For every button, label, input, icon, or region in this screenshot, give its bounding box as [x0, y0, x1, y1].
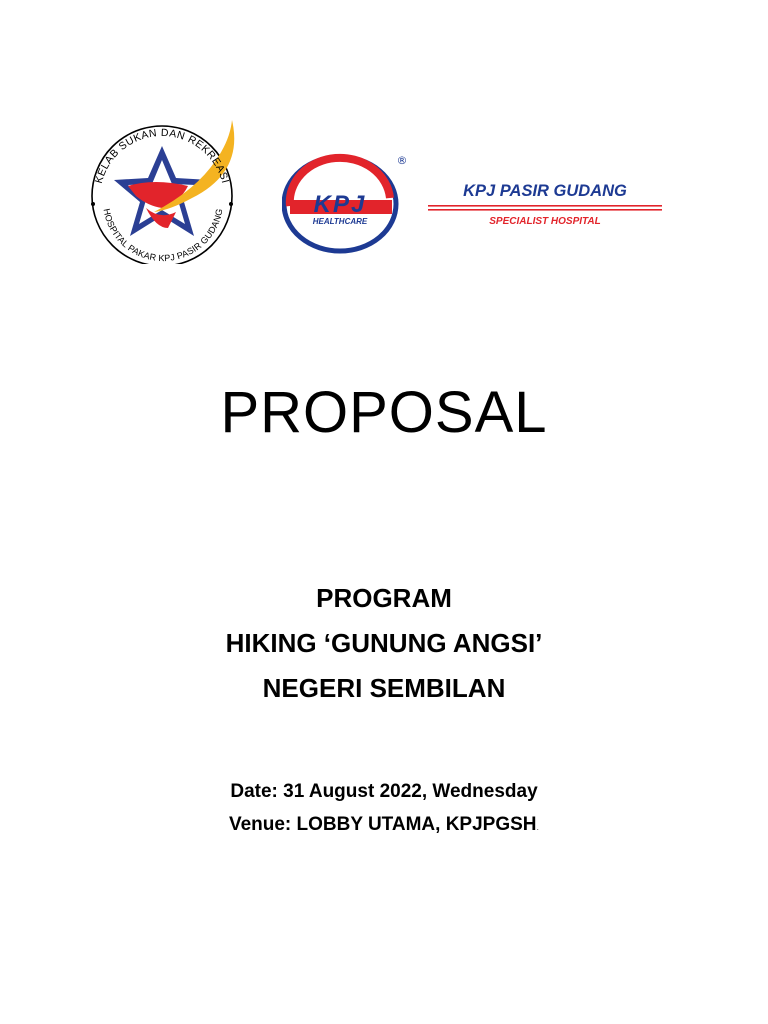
ring-text-top: KELAB SUKAN DAN REKREASI: [92, 126, 232, 185]
kpj-sub: HEALTHCARE: [312, 217, 368, 226]
venue-trailing-dot: .: [536, 822, 540, 832]
kpj-healthcare-logo: [282, 150, 414, 254]
club-logo: [84, 116, 242, 264]
logo-row: [0, 0, 768, 280]
event-details: [0, 776, 768, 842]
pg-rule-top: [428, 205, 662, 207]
ring-dot-right: [229, 202, 233, 206]
program-block: [0, 578, 768, 713]
program-name: HIKING ‘GUNUNG ANGSI’: [225, 628, 543, 658]
event-date: Date: 31 August 2022, Wednesday: [230, 781, 538, 802]
kpj-name: KPJ: [313, 191, 367, 218]
pasir-gudang-sub: SPECIALIST HOSPITAL: [489, 216, 601, 227]
document-title: PROPOSAL: [220, 380, 548, 445]
kpj-pasir-gudang-logo: [426, 176, 664, 232]
event-venue-line: [0, 809, 768, 842]
pasir-gudang-name: KPJ PASIR GUDANG: [463, 182, 627, 200]
event-venue: Venue: LOBBY UTAMA, KPJPGSH: [228, 814, 537, 835]
ring-text-bottom: HOSPITAL PAKAR KPJ PASIR GUDANG: [101, 207, 225, 264]
program-label: PROGRAM: [316, 583, 452, 613]
registered-mark: ®: [396, 154, 408, 167]
ring-dot-left: [91, 202, 95, 206]
program-location: NEGERI SEMBILAN: [262, 673, 506, 703]
pg-rule-bottom: [428, 209, 662, 211]
